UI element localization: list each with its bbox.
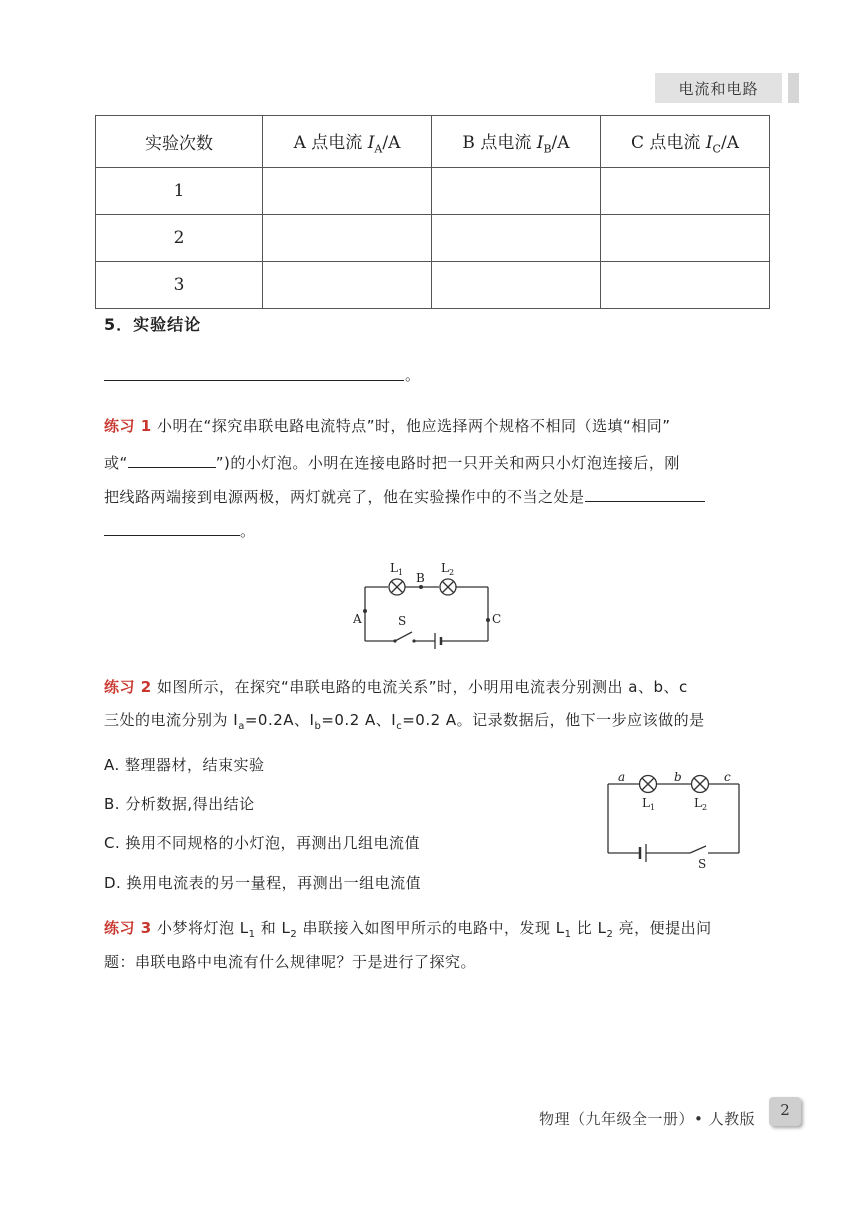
table-row [96,215,770,262]
table-cell-empty[interactable] [263,262,432,309]
experiment-table [95,115,770,309]
conclusion-end-mark: 。 [405,366,421,384]
table-row [96,262,770,309]
exercise-1-blank-1[interactable] [128,453,216,468]
diagram2-l2-label: $L_2$ [694,796,708,812]
exercise-2-line-1: 练习 2 如图所示，在探究“串联电路的电流关系”时，小明用电流表分别测出 a、b、c [104,678,688,696]
table-header-current-b: B 点电流 $I_B/A$ [432,116,601,168]
exercise-3-label: 练习 3 [104,919,152,937]
option-a[interactable]: A. 整理器材，结束实验 [104,756,265,774]
table-cell-empty[interactable] [432,215,601,262]
diagram1-l1-label: $L_1$ [390,561,404,577]
diagram2-s-label: S [698,857,707,868]
chapter-tab: 电流和电路 [655,73,782,103]
table-cell-empty[interactable] [263,215,432,262]
diagram2-l1-label: $L_1$ [642,796,656,812]
exercise-1-line-2: 或“ ”)的小灯泡。小明在连接电路时把一只开关和两只小灯泡连接后，刚 [104,454,680,472]
page-number: 2 [769,1097,801,1126]
table-cell-empty[interactable] [601,215,770,262]
circuit-diagram-2 [598,768,748,868]
diagram1-s-label: S [398,614,407,628]
diagram1-l2-label: $L_2$ [441,561,455,577]
table-cell-empty[interactable] [601,262,770,309]
exercise-1-line-4: 。 [104,521,256,539]
table-cell-trial: 1 [96,168,263,215]
conclusion-blank[interactable] [104,380,404,381]
exercise-1-blank-3[interactable] [104,521,240,536]
diagram2-c-label: c [724,770,731,784]
exercise-1-blank-2[interactable] [585,487,705,502]
option-c[interactable]: C. 换用不同规格的小灯泡，再测出几组电流值 [104,834,421,852]
circuit-diagram-1 [350,555,510,655]
table-header-current-c: C 点电流 $I_C/A$ [601,116,770,168]
diagram1-c-label: C [492,612,502,626]
exercise-2-label: 练习 2 [104,678,152,696]
table-cell-empty[interactable] [601,168,770,215]
table-cell-empty[interactable] [432,168,601,215]
footer-book-title: 物理（九年级全一册）• 人教版 [539,1110,756,1128]
exercise-3-line-1: 练习 3 小梦将灯泡 $L_1$ 和 $L_2$ 串联接入如图甲所示的电路中，发现 $L_1$ 比 $L_2$ 亮，便提出问 [104,919,712,940]
exercise-1-label: 练习 1 [104,417,152,435]
diagram1-a-label: A [353,612,362,626]
diagram1-b-label: B [416,571,425,585]
section-title: 5．实验结论 [104,315,202,334]
table-row [96,168,770,215]
exercise-3-line-2: 题：串联电路中电流有什么规律呢？于是进行了探究。 [104,953,477,971]
diagram2-a-label: a [618,770,626,784]
diagram2-b-label: b [674,770,682,784]
chapter-tab-edge [788,73,799,103]
exercise-2-line-2: 三处的电流分别为 $I_a=0.2A$、$I_b=0.2$ A、$I_c=0.2$ A。记录数据后，他下一步应该做的是 [104,711,705,732]
table-cell-trial: 3 [96,262,263,309]
table-header-current-a: A 点电流 $I_A/A$ [263,116,432,168]
exercise-1-line-3: 把线路两端接到电源两极，两灯就亮了，他在实验操作中的不当之处是 [104,487,705,505]
table-cell-empty[interactable] [432,262,601,309]
table-header-trial: 实验次数 [96,116,263,168]
option-b[interactable]: B. 分析数据,得出结论 [104,795,255,813]
table-cell-empty[interactable] [263,168,432,215]
table-cell-trial: 2 [96,215,263,262]
option-d[interactable]: D. 换用电流表的另一量程，再测出一组电流值 [104,874,422,892]
exercise-1-line-1: 练习 1 小明在“探究串联电路电流特点”时，他应选择两个规格不相同（选填“相同” [104,417,671,435]
table-header-row [96,116,770,168]
